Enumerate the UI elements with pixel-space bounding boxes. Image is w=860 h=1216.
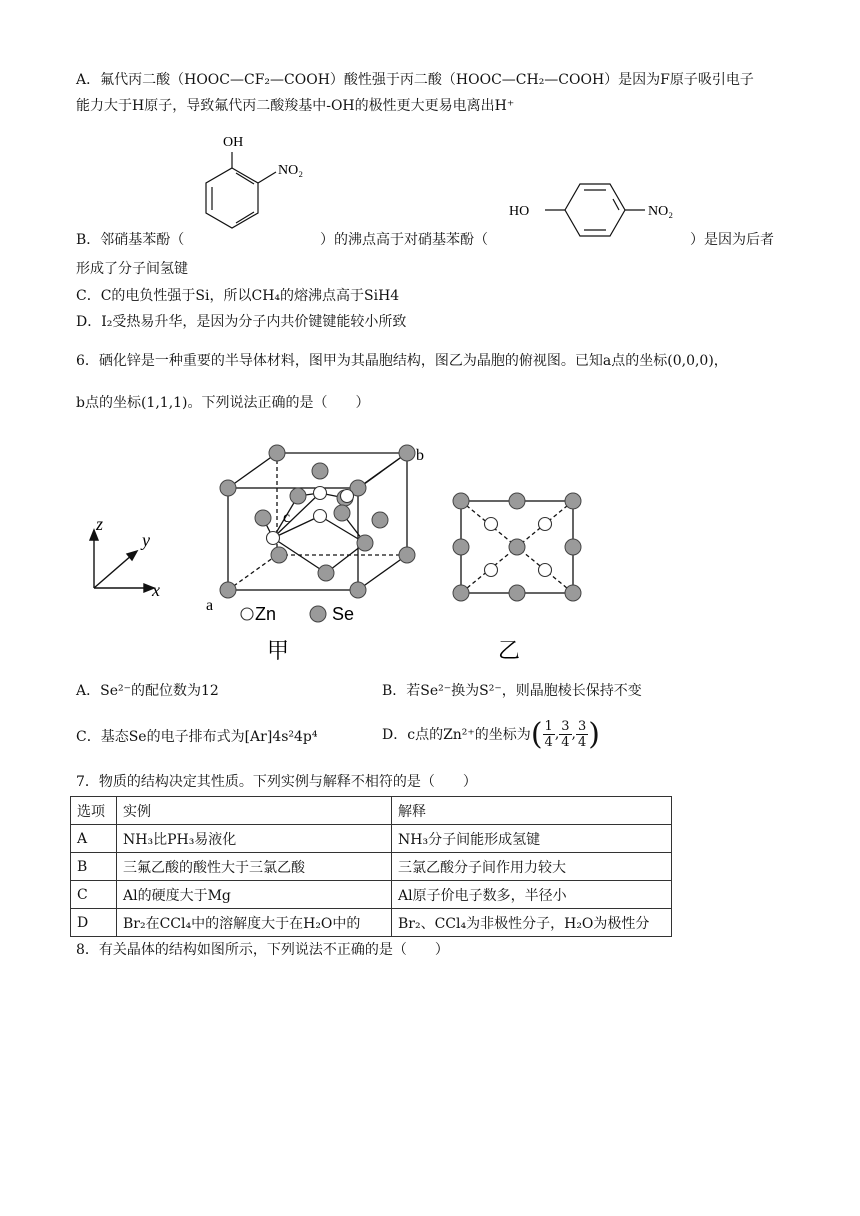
table-cell: Br₂、CCl₄为非极性分子，H₂O为极性分 (392, 909, 672, 937)
figure-yi-caption: 乙 (498, 639, 521, 664)
legend-se-label: Se (332, 604, 355, 624)
q8-stem: 8．有关晶体的结构如图所示，下列说法不正确的是（ ） (76, 942, 449, 958)
q6-optionD-text: D．c点的Zn²⁺的坐标为 (382, 727, 531, 743)
ortho-nitrophenol-structure (190, 130, 330, 230)
coord-fraction-2: $\frac{3}{4}$ (561, 718, 570, 750)
table-cell: NH₃分子间能形成氢键 (392, 825, 672, 853)
table-row (71, 825, 672, 853)
table-row (71, 909, 672, 937)
q5-optionA-line2: 能力大于H原子，导致氟代丙二酸羧基中-OH的极性更大更易电离出H⁺ (76, 98, 515, 114)
table-cell: 三氟乙酸的酸性大于三氯乙酸 (117, 853, 392, 881)
ortho-oh-label: OH (223, 135, 244, 150)
q7-stem: 7．物质的结构决定其性质。下列实例与解释不相符的是（ ） (76, 774, 477, 790)
table-row (71, 881, 672, 909)
para-ho-label: HO (509, 204, 530, 219)
ortho-no2-label: NO₂ (278, 163, 304, 178)
crystal-topview-figure-yi (448, 488, 588, 668)
q5-optionB-part1: B．邻硝基苯酚（ (76, 232, 185, 248)
table-header-cell: 选项 (71, 797, 117, 825)
point-c-label: c (283, 509, 291, 526)
point-a-label: a (206, 597, 214, 614)
para-nitrophenol-structure (505, 170, 695, 250)
table-cell: A (71, 825, 117, 853)
table-header-cell: 实例 (117, 797, 392, 825)
point-b-label: b (416, 447, 424, 464)
table-cell: 三氯乙酸分子间作用力较大 (392, 853, 672, 881)
q5-optionD: D．I₂受热易升华，是因为分子内共价键键能较小所致 (76, 314, 407, 330)
q6-stem-line2: b点的坐标(1,1,1)。下列说法正确的是（ ） (76, 395, 370, 411)
q5-optionB-part3: ）是因为后者 (690, 232, 774, 248)
q6-optionC: C．基态Se的电子排布式为[Ar]4s²4p⁴ (76, 729, 318, 745)
q5-optionB-part2: ）的沸点高于对硝基苯酚（ (320, 232, 488, 248)
q5-optionC: C．C的电负性强于Si，所以CH₄的熔沸点高于SiH4 (76, 288, 400, 304)
para-no2-label: NO₂ (648, 204, 674, 219)
table-row (71, 853, 672, 881)
figure-jia-caption: 甲 (267, 639, 290, 664)
crystal-cell-figure-jia (80, 438, 440, 668)
table-cell: C (71, 881, 117, 909)
coord-fraction-3: $\frac{3}{4}$ (578, 718, 587, 750)
axis-x-label: x (152, 580, 160, 600)
axis-z-label: z (96, 514, 104, 534)
table-cell: B (71, 853, 117, 881)
q5-optionA-line1: A．氟代丙二酸（HOOC—CF₂—COOH）酸性强于丙二酸（HOOC—CH₂—COOH）是因为F原子吸引电子 (76, 72, 754, 88)
table-cell: Al原子价电子数多，半径小 (392, 881, 672, 909)
table-cell: Br₂在CCl₄中的溶解度大于在H₂O中的 (117, 909, 392, 937)
q6-optionB: B．若Se²⁻换为S²⁻，则晶胞棱长保持不变 (382, 683, 642, 699)
q6-optionA: A．Se²⁻的配位数为12 (76, 683, 219, 699)
q5-optionB-line2: 形成了分子间氢键 (76, 261, 188, 277)
q6-stem-line1: 6．硒化锌是一种重要的半导体材料，图甲为其晶胞结构，图乙为晶胞的俯视图。已知a点的坐标(0,0,0)， (76, 353, 728, 369)
q6-optionD: D．c点的Zn²⁺的坐标为 ( $\frac{1}{4}$ , $\frac{3}{4}$ , $\frac{3}{4}$ ) (382, 716, 600, 752)
table-header-row (71, 797, 672, 825)
axis-y-label: y (142, 530, 150, 550)
table-cell: D (71, 909, 117, 937)
table-header-cell: 解释 (392, 797, 672, 825)
legend-zn-label: Zn (255, 604, 277, 624)
table-cell: Al的硬度大于Mg (117, 881, 392, 909)
table-cell: NH₃比PH₃易液化 (117, 825, 392, 853)
q7-table (70, 796, 672, 937)
coord-fraction-1: $\frac{1}{4}$ (544, 718, 553, 750)
